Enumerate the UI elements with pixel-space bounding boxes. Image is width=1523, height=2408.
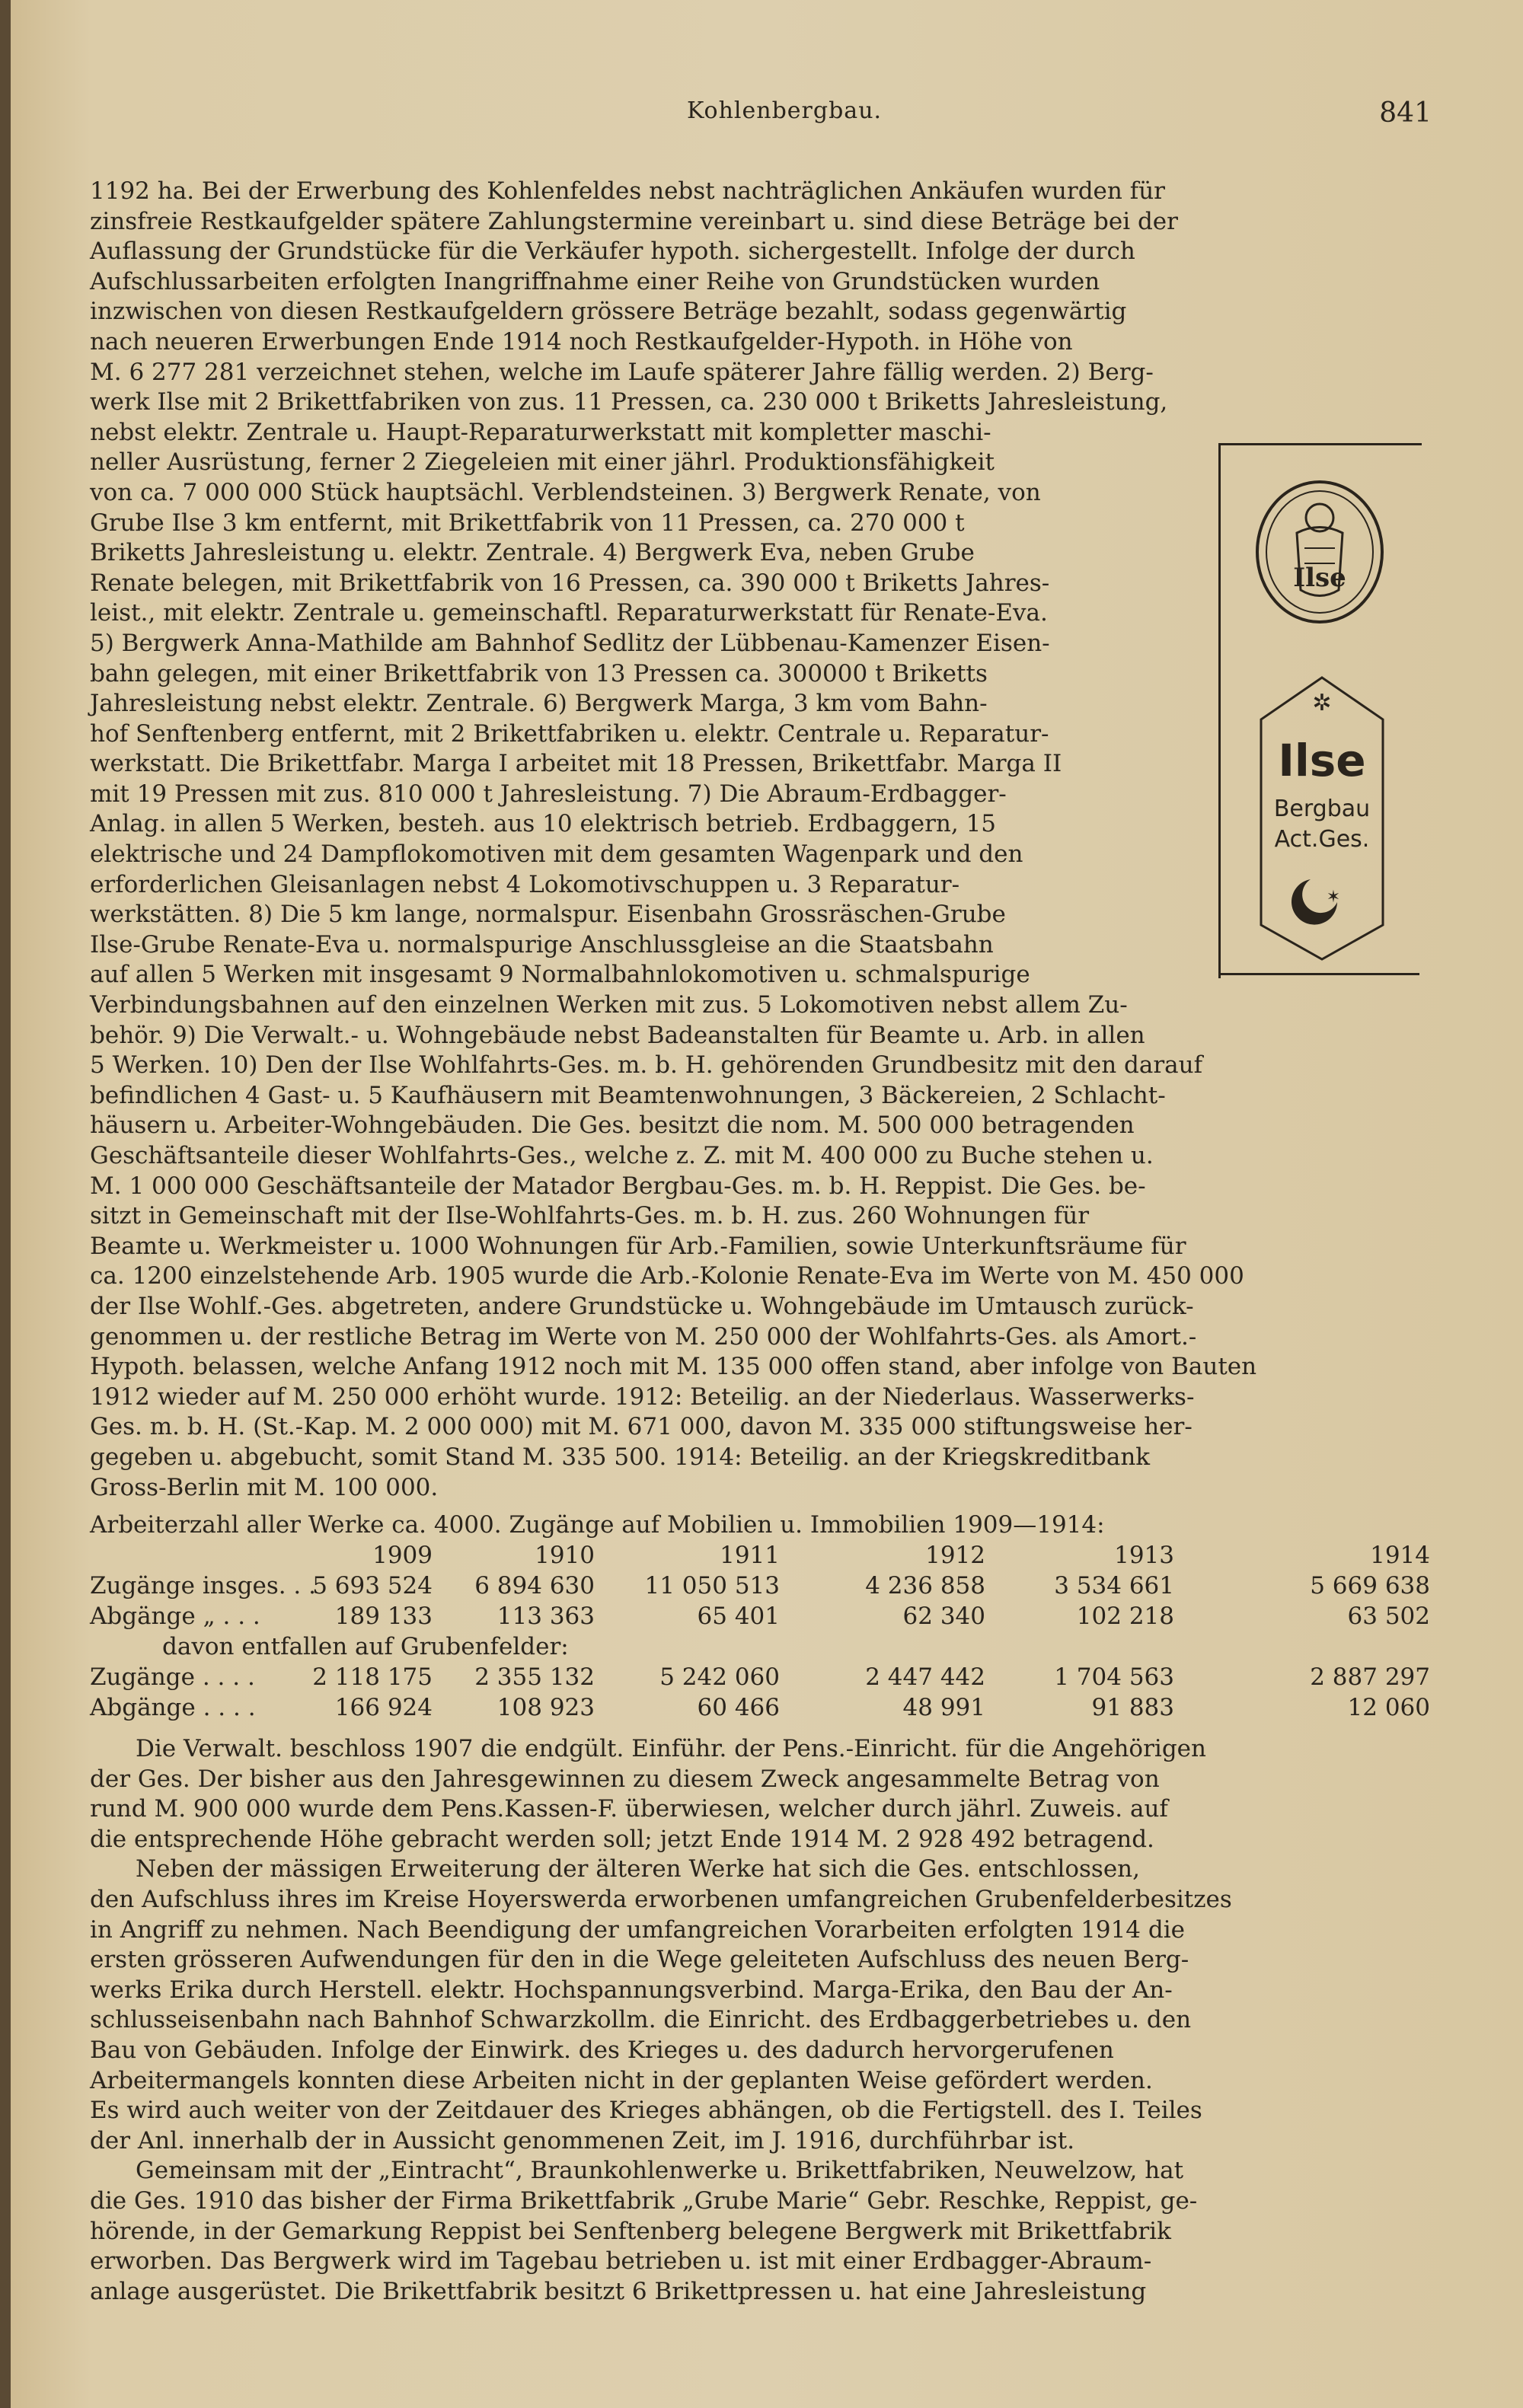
page-header bbox=[137, 97, 1432, 131]
text-line: werks Erika durch Herstell. elektr. Hochspannungsverbind. Marga-Erika, den Bau der An- bbox=[90, 1976, 1173, 2004]
text-line: den Aufschluss ihres im Kreise Hoyerswerda erworbenen umfangreichen Grubenfelderbesitzes bbox=[90, 1885, 1232, 1913]
table-row bbox=[90, 1694, 1430, 1724]
text-line: elektrische und 24 Dampflokomotiven mit dem gesamten Wagenpark und den bbox=[90, 840, 1023, 869]
text-line: bahn gelegen, mit einer Brikettfabrik von 13 Pressen ca. 300000 t Briketts bbox=[90, 659, 988, 687]
text-line: Renate belegen, mit Brikettfabrik von 16 Pressen, ca. 390 000 t Briketts Jahres- bbox=[90, 569, 1050, 597]
table-cell: 5 693 524 bbox=[312, 1572, 433, 1599]
text-line: Gemeinsam mit der „Eintracht“, Braunkohlenwerke u. Brikettfabriken, Neuwelzow, hat bbox=[136, 2157, 1184, 2185]
text-line: Jahresleistung nebst elektr. Zentrale. 6) Bergwerk Marga, 3 km vom Bahn- bbox=[90, 690, 988, 718]
logo-box bbox=[1218, 443, 1422, 978]
table-cell: 65 401 bbox=[697, 1603, 780, 1630]
table-cell: 166 924 bbox=[334, 1694, 433, 1721]
text-line: rund M. 900 000 wurde dem Pens.Kassen-F. überwiesen, welcher durch jährl. Zuweis. auf bbox=[90, 1795, 1168, 1823]
svg-text:✶: ✶ bbox=[1326, 888, 1341, 907]
table-cell: 12 060 bbox=[1347, 1694, 1430, 1721]
text-line: gegeben u. abgebucht, somit Stand M. 335 500. 1914: Beteilig. an der Kriegskreditbank bbox=[90, 1443, 1151, 1471]
text-line: leist., mit elektr. Zentrale u. gemeinschaftl. Reparaturwerkstatt für Renate-Eva. bbox=[90, 599, 1048, 627]
table-row bbox=[90, 1603, 1430, 1633]
text-line: schlusseisenbahn nach Bahnhof Schwarzkollm. die Einricht. des Erdbaggerbetriebes u. den bbox=[90, 2006, 1192, 2034]
text-line: 5) Bergwerk Anna-Mathilde am Bahnhof Sedlitz der Lübbenau-Kamenzer Eisen- bbox=[90, 629, 1050, 657]
text-line: die entsprechende Höhe gebracht werden soll; jetzt Ende 1914 M. 2 928 492 betragend. bbox=[90, 1825, 1154, 1853]
table-cell: 63 502 bbox=[1347, 1603, 1430, 1630]
table-cell: 113 363 bbox=[496, 1603, 595, 1630]
table-subheading bbox=[90, 1633, 1430, 1663]
text-line: Neben der mässigen Erweiterung der älteren Werke hat sich die Ges. entschlossen, bbox=[136, 1855, 1140, 1883]
text-line: Grube Ilse 3 km entfernt, mit Brikettfabrik von 11 Pressen, ca. 270 000 t bbox=[90, 509, 965, 537]
logo2-line2: Bergbau bbox=[1273, 796, 1371, 822]
text-line: M. 6 277 281 verzeichnet stehen, welche im Laufe späterer Jahre fällig werden. 2) Berg- bbox=[90, 358, 1154, 386]
table-intro-text: Arbeiterzahl aller Werke ca. 4000. Zugänge auf Mobilien u. Immobilien 1909—1914: bbox=[90, 1511, 1105, 1539]
logo-box-rule bbox=[1218, 973, 1419, 975]
text-line: von ca. 7 000 000 Stück hauptsächl. Verblendsteinen. 3) Bergwerk Renate, von bbox=[90, 478, 1041, 506]
text-line: nach neueren Erwerbungen Ende 1914 noch Restkaufgelder-Hypoth. in Höhe von bbox=[90, 327, 1073, 356]
table-intro bbox=[90, 1511, 1430, 1542]
subheading-text: davon entfallen auf Grubenfelder: bbox=[162, 1633, 569, 1660]
investment-table bbox=[90, 1511, 1430, 1724]
table-cell: 5 669 638 bbox=[1310, 1572, 1430, 1599]
text-line: Geschäftsanteile dieser Wohlfahrts-Ges., welche z. Z. mit M. 400 000 zu Buche stehen u. bbox=[90, 1142, 1154, 1169]
text-line: behör. 9) Die Verwalt.- u. Wohngebäude nebst Badeanstalten für Beamte u. Arb. in allen bbox=[90, 1021, 1145, 1049]
year-header: 1910 bbox=[535, 1542, 595, 1569]
text-line: befindlichen 4 Gast- u. 5 Kaufhäusern mit Beamtenwohnungen, 3 Bäckereien, 2 Schlacht- bbox=[90, 1081, 1166, 1109]
text-line: sitzt in Gemeinschaft mit der Ilse-Wohlfahrts-Ges. m. b. H. zus. 260 Wohnungen für bbox=[90, 1202, 1090, 1230]
text-line: Bau von Gebäuden. Infolge der Einwirk. des Krieges u. des dadurch hervorgerufenen bbox=[90, 2036, 1114, 2064]
table-cell: 11 050 513 bbox=[644, 1572, 780, 1599]
text-line: 1912 wieder auf M. 250 000 erhöht wurde. 1912: Beteilig. an der Niederlaus. Wasserwerks- bbox=[90, 1383, 1195, 1411]
text-line: Briketts Jahresleistung u. elektr. Zentrale. 4) Bergwerk Eva, neben Grube bbox=[90, 539, 975, 567]
text-line: ersten grösseren Aufwendungen für den in die Wege geleiteten Aufschluss des neuen Berg- bbox=[90, 1946, 1189, 1974]
row-label: Zugänge insges. . . bbox=[90, 1572, 316, 1599]
text-line: genommen u. der restliche Betrag im Werte von M. 250 000 der Wohlfahrts-Ges. als Amort.- bbox=[90, 1322, 1197, 1351]
page-number: 841 bbox=[1379, 97, 1432, 129]
table-cell: 2 447 442 bbox=[865, 1663, 985, 1691]
logo2-line3: Act.Ges. bbox=[1274, 826, 1370, 853]
table-cell: 48 991 bbox=[902, 1694, 985, 1721]
svg-text:✲: ✲ bbox=[1312, 690, 1332, 716]
row-label: Abgänge . . . . bbox=[90, 1694, 256, 1721]
text-line: neller Ausrüstung, ferner 2 Ziegeleien mit einer jährl. Produktionsfähigkeit bbox=[90, 448, 995, 477]
text-line: inzwischen von diesen Restkaufgeldern grössere Beträge bezahlt, sodass gegenwärtig bbox=[90, 298, 1127, 326]
table-year-header bbox=[90, 1542, 1430, 1572]
table-cell: 102 218 bbox=[1076, 1603, 1174, 1630]
text-line: der Anl. innerhalb der in Aussicht genommenen Zeit, im J. 1916, durchführbar ist. bbox=[90, 2126, 1075, 2154]
text-line: die Ges. 1910 das bisher der Firma Brikettfabrik „Grube Marie“ Gebr. Reschke, Reppist, ge- bbox=[90, 2186, 1198, 2215]
text-line: Gross-Berlin mit M. 100 000. bbox=[90, 1473, 439, 1501]
text-line: ca. 1200 einzelstehende Arb. 1905 wurde die Arb.-Kolonie Renate-Eva im Werte von M. 450 000 bbox=[90, 1262, 1244, 1290]
table-row bbox=[90, 1663, 1430, 1694]
ilse-bergbau-logo bbox=[1257, 674, 1387, 963]
text-line: nebst elektr. Zentrale u. Haupt-Reparaturwerkstatt mit kompletter maschi- bbox=[90, 418, 991, 446]
text-line: Arbeitermangels konnten diese Arbeiten nicht in der geplanten Weise gefördert werden. bbox=[90, 2066, 1153, 2094]
table-cell: 91 883 bbox=[1091, 1694, 1174, 1721]
year-header: 1913 bbox=[1114, 1542, 1174, 1569]
text-line: Verbindungsbahnen auf den einzelnen Werken mit zus. 5 Lokomotiven nebst allem Zu- bbox=[90, 991, 1128, 1019]
ilse-emblem-logo bbox=[1251, 476, 1388, 628]
text-line: Aufschlussarbeiten erfolgten Inangriffnahme einer Reihe von Grundstücken wurden bbox=[90, 267, 1100, 295]
text-line: anlage ausgerüstet. Die Brikettfabrik besitzt 6 Brikettpressen u. hat eine Jahresleistung bbox=[90, 2277, 1147, 2305]
text-line: Ilse-Grube Renate-Eva u. normalspurige Anschlussgleise an die Staatsbahn bbox=[90, 930, 994, 958]
table-cell: 6 894 630 bbox=[474, 1572, 595, 1599]
text-line: werkstatt. Die Brikettfabr. Marga I arbeitet mit 18 Pressen, Brikettfabr. Marga II bbox=[90, 750, 1062, 778]
text-line: in Angriff zu nehmen. Nach Beendigung der umfangreichen Vorarbeiten erfolgten 1914 die bbox=[90, 1915, 1185, 1944]
text-line: erforderlichen Gleisanlagen nebst 4 Lokomotivschuppen u. 3 Reparatur- bbox=[90, 870, 960, 898]
logo2-name: Ilse bbox=[1278, 735, 1366, 786]
text-beside-logos bbox=[90, 418, 1186, 990]
book-spine-edge bbox=[0, 0, 11, 2408]
text-line: werk Ilse mit 2 Brikettfabriken von zus. 11 Pressen, ca. 230 000 t Briketts Jahresleistung, bbox=[90, 388, 1168, 416]
text-line: häusern u. Arbeiter-Wohngebäuden. Die Ges. besitzt die nom. M. 500 000 betragenden bbox=[90, 1112, 1135, 1140]
text-line: mit 19 Pressen mit zus. 810 000 t Jahresleistung. 7) Die Abraum-Erdbagger- bbox=[90, 780, 1007, 808]
year-header: 1909 bbox=[372, 1542, 433, 1569]
text-line: der Ges. Der bisher aus den Jahresgewinnen zu diesem Zweck angesammelte Betrag von bbox=[90, 1765, 1160, 1793]
running-title: Kohlenbergbau. bbox=[686, 97, 883, 124]
year-header: 1911 bbox=[720, 1542, 780, 1569]
table-cell: 3 534 661 bbox=[1054, 1572, 1174, 1599]
text-line: Ges. m. b. H. (St.-Kap. M. 2 000 000) mit M. 671 000, davon M. 335 000 stiftungsweise her- bbox=[90, 1413, 1193, 1441]
text-line: auf allen 5 Werken mit insgesamt 9 Normalbahnlokomotiven u. schmalspurige bbox=[90, 961, 1030, 989]
table-row bbox=[90, 1572, 1430, 1603]
table-cell: 1 704 563 bbox=[1054, 1663, 1174, 1691]
row-label: Zugänge . . . . bbox=[90, 1663, 255, 1691]
logo1-text: Ilse bbox=[1293, 563, 1346, 593]
text-line: erworben. Das Bergwerk wird im Tagebau betrieben u. ist mit einer Erdbagger-Abraum- bbox=[90, 2247, 1152, 2276]
text-line: 5 Werken. 10) Den der Ilse Wohlfahrts-Ges. m. b. H. gehörenden Grundbesitz mit den darauf bbox=[90, 1051, 1203, 1080]
text-line: zinsfreie Restkaufgelder spätere Zahlungstermine vereinbart u. sind diese Beträge bei der bbox=[90, 207, 1178, 235]
text-line: Auflassung der Grundstücke für die Verkäufer hypoth. sichergestellt. Infolge der durch bbox=[90, 238, 1135, 266]
text-line: M. 1 000 000 Geschäftsanteile der Matador Bergbau-Ges. m. b. H. Reppist. Die Ges. be- bbox=[90, 1172, 1146, 1200]
table-cell: 2 355 132 bbox=[474, 1663, 595, 1691]
text-line: Die Verwalt. beschloss 1907 die endgült. Einführ. der Pens.-Einricht. für die Angehörigen bbox=[136, 1735, 1206, 1762]
year-header: 1912 bbox=[925, 1542, 985, 1569]
table-cell: 5 242 060 bbox=[659, 1663, 780, 1691]
table-cell: 2 118 175 bbox=[312, 1663, 433, 1691]
year-header: 1914 bbox=[1370, 1542, 1430, 1569]
text-line: der Ilse Wohlf.-Ges. abgetreten, andere Grundstücke u. Wohngebäude im Umtausch zurück- bbox=[90, 1292, 1194, 1320]
text-line: Es wird auch weiter von der Zeitdauer des Krieges abhängen, ob die Fertigstell. des I. Teiles bbox=[90, 2097, 1202, 2125]
text-line: Hypoth. belassen, welche Anfang 1912 noch mit M. 135 000 offen stand, aber infolge von Bauten bbox=[90, 1353, 1257, 1381]
table-cell: 60 466 bbox=[697, 1694, 780, 1721]
paragraph-block-lower bbox=[90, 1734, 1419, 2307]
text-line: werkstätten. 8) Die 5 km lange, normalspur. Eisenbahn Grossräschen-Grube bbox=[90, 901, 1006, 929]
text-line: hof Senftenberg entfernt, mit 2 Brikettfabriken u. elektr. Centrale u. Reparatur- bbox=[90, 719, 1049, 748]
table-cell: 4 236 858 bbox=[865, 1572, 985, 1599]
text-line: 1192 ha. Bei der Erwerbung des Kohlenfeldes nebst nachträglichen Ankäufen wurden für bbox=[90, 177, 1165, 205]
table-cell: 108 923 bbox=[496, 1694, 595, 1721]
table-cell: 2 887 297 bbox=[1310, 1663, 1430, 1691]
table-cell: 62 340 bbox=[902, 1603, 985, 1630]
text-line: hörende, in der Gemarkung Reppist bei Senftenberg belegene Bergwerk mit Brikettfabrik bbox=[90, 2217, 1171, 2245]
text-line: Beamte u. Werkmeister u. 1000 Wohnungen für Arb.-Familien, sowie Unterkunftsräume für bbox=[90, 1232, 1186, 1260]
table-cell: 189 133 bbox=[334, 1603, 433, 1630]
text-line: Anlag. in allen 5 Werken, besteh. aus 10 elektrisch betrieb. Erdbaggern, 15 bbox=[90, 810, 997, 838]
row-label: Abgänge „ . . . bbox=[90, 1603, 260, 1630]
